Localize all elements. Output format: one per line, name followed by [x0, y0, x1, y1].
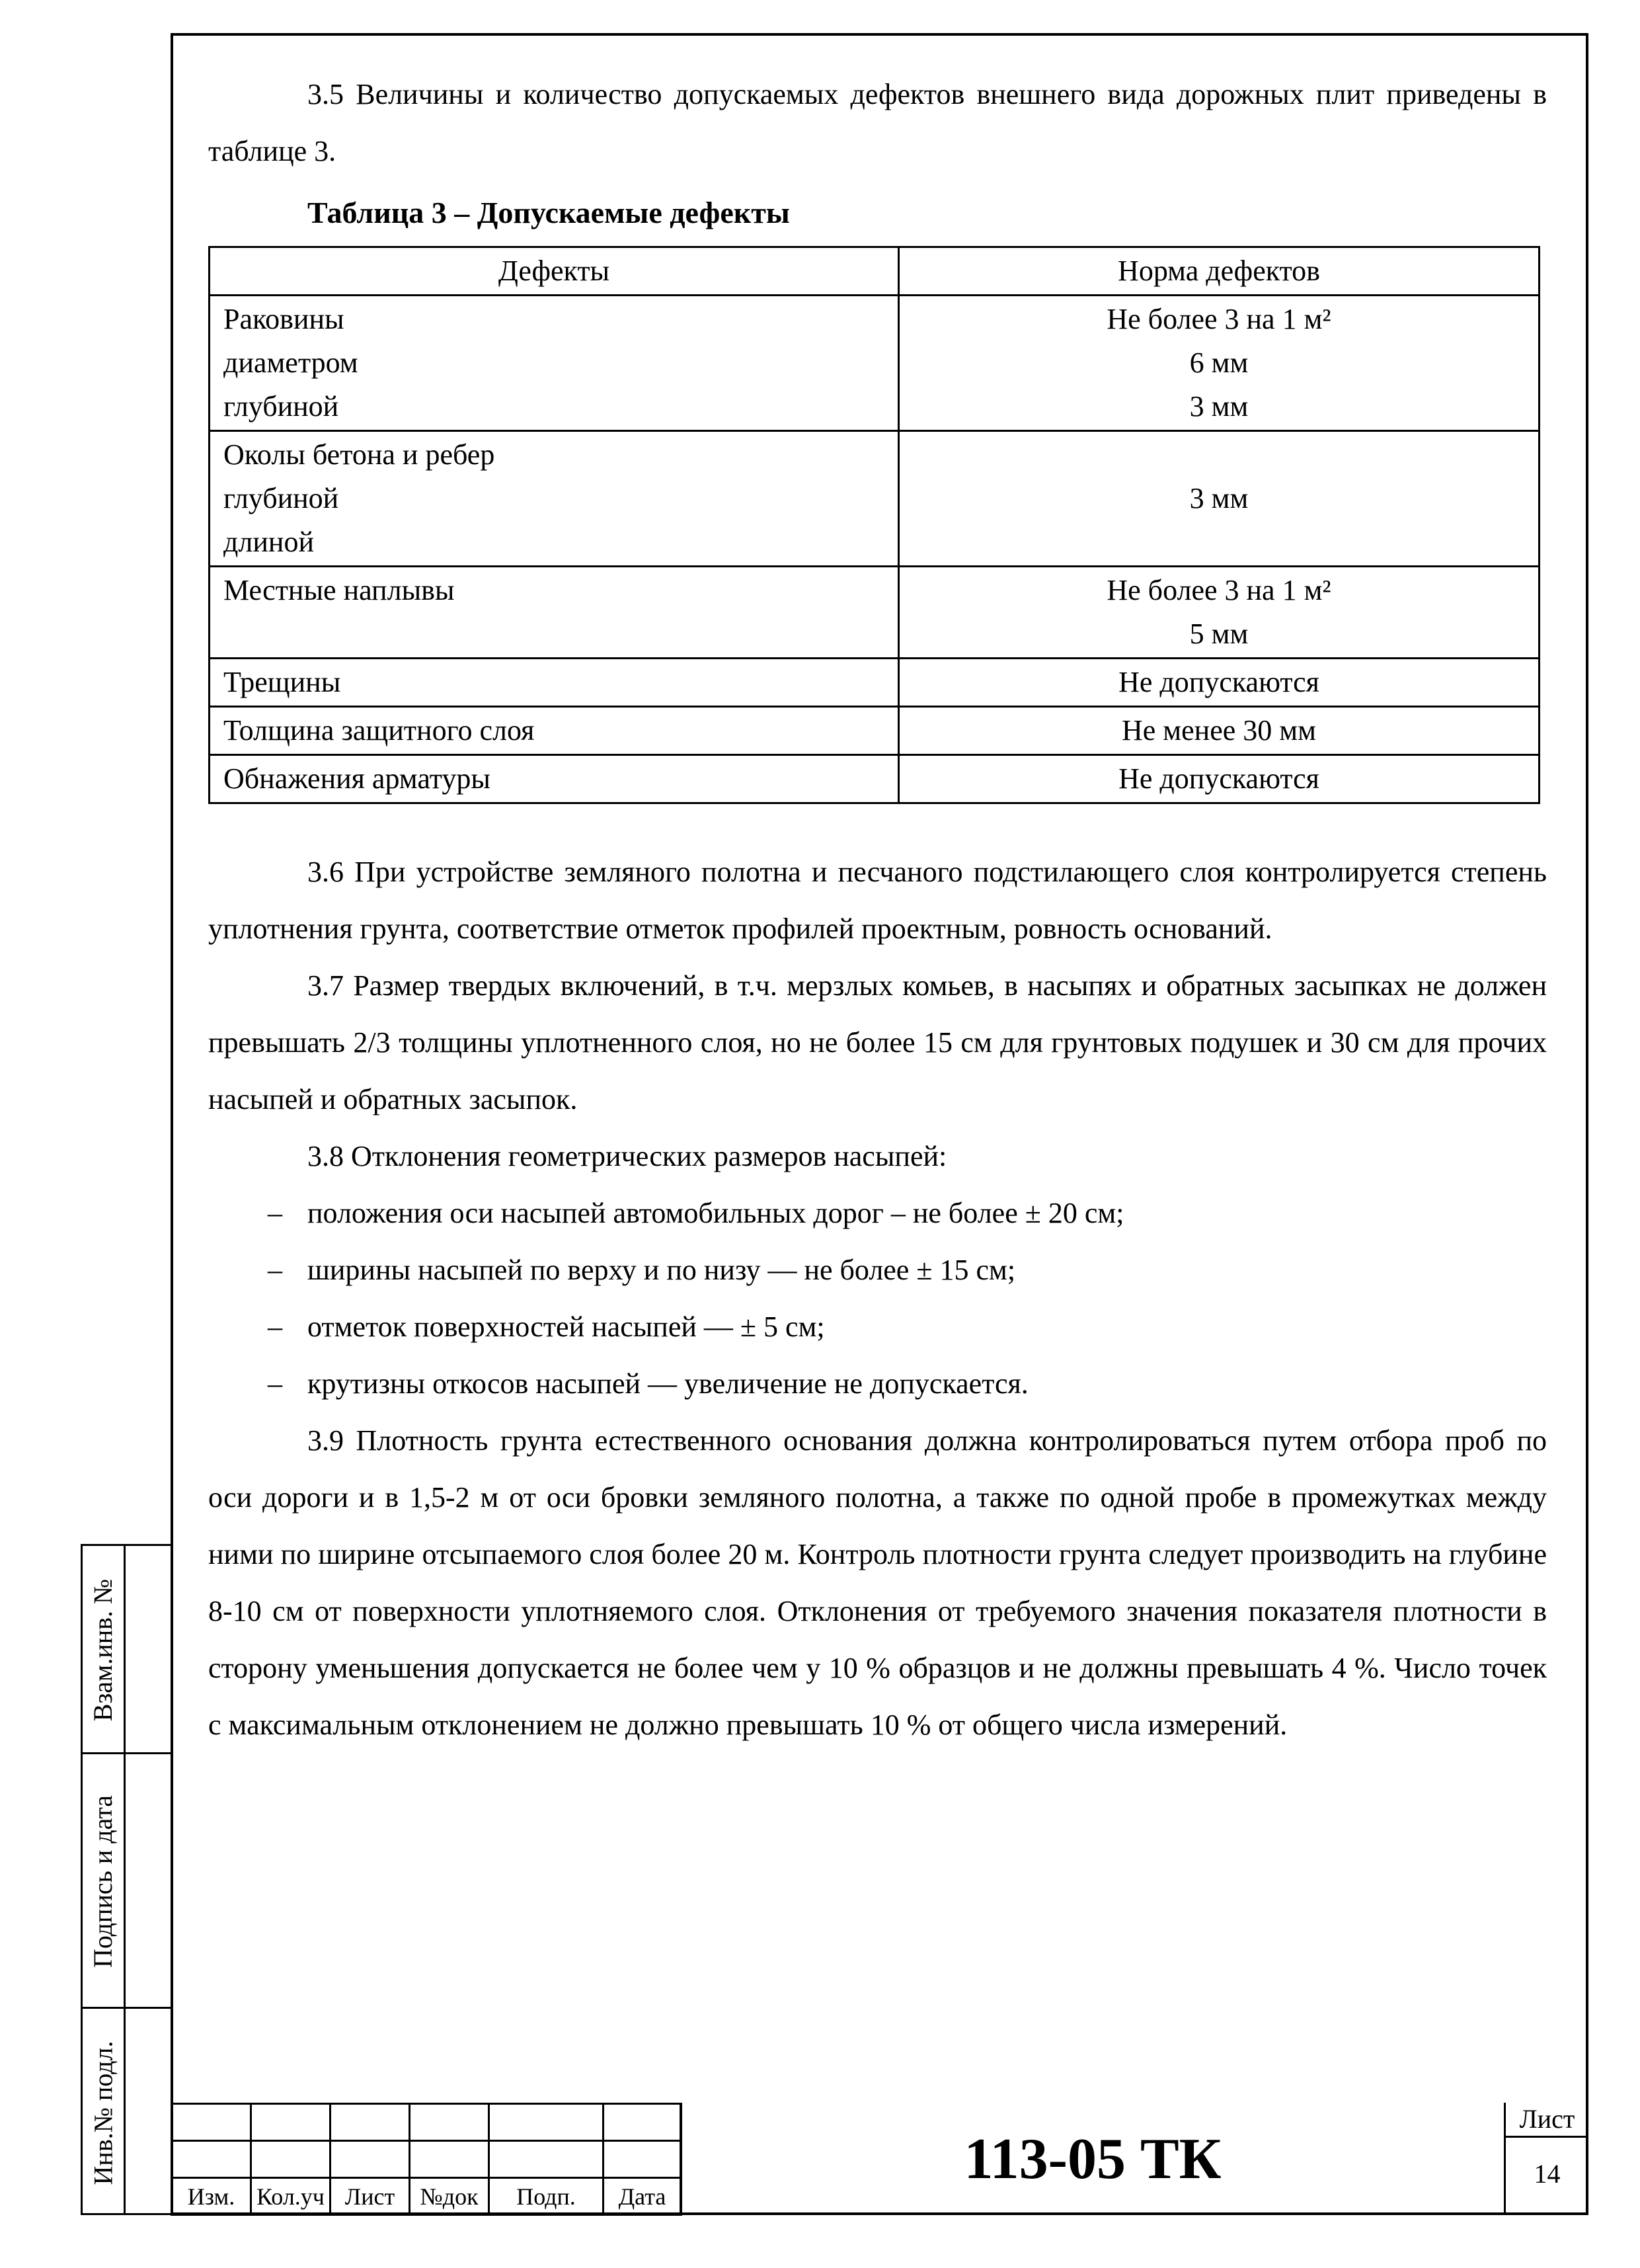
defect-cell	[210, 707, 899, 755]
paragraph-3-7: 3.7 Размер твердых включений, в т.ч. мерзлых комьев, в насыпях и обратных засыпках не должен превышать 2/3 толщины уплотненного слоя, но не более 15 см для грунтовых подушек и 30 см для прочих насыпей и обратных засыпок.	[208, 969, 1547, 1115]
revision-column-label: Лист	[331, 2178, 410, 2215]
paragraph-3-5: 3.5 Величины и количество допускаемых дефектов внешнего вида дорожных плит приведены в таблице 3.	[208, 78, 1547, 167]
norm-cell	[899, 659, 1540, 707]
paragraph-3-9: 3.9 Плотность грунта естественного основания должна контролироваться путем отбора проб по оси дороги и в 1,5-2 м от оси бровки земляного полотна, а также по одной пробе в промежутках между ними по ширине отсыпаемого слоя более 20 м. Контроль плотности грунта следует производить на глубине 8-10 см от поверхности уплотняемого слоя. Отклонения от требуемого значения показателя плотности в сторону уменьшения допускается не более чем у 10 % образцов и не должны превышать 4 %. Число точек с максимальным отклонением не должно превышать 10 % от общего числа измерений.	[208, 1424, 1547, 1741]
defect-line: Местные наплывы	[223, 574, 455, 606]
table-body	[210, 296, 1540, 803]
norm-cell	[899, 707, 1540, 755]
list-item: – ширины насыпей по верху и по низу — не более ± 15 см;	[208, 1242, 1547, 1299]
defect-cell	[210, 431, 899, 567]
sheet-box	[1504, 2103, 1588, 2215]
paragraph-3-6: 3.6 При устройстве земляного полотна и песчаного подстилающего слоя контролируется степень уплотнения грунта, соответствие отметок профилей проектным, ровность оснований.	[208, 856, 1547, 945]
norm-cell	[899, 755, 1540, 803]
norm-line: 5 мм	[1189, 618, 1249, 650]
table-header-norm: Норма дефектов	[899, 247, 1540, 296]
norm-cell	[899, 296, 1540, 431]
table-row	[210, 755, 1540, 803]
defect-cell	[210, 567, 899, 659]
norm-line: Не допускаются	[1118, 762, 1319, 795]
title-block	[171, 2103, 1588, 2215]
defect-line: глубиной	[223, 390, 339, 423]
deviation-list	[208, 1185, 1547, 1412]
list-item: – крутизны откосов насыпей — увеличение не допускается.	[208, 1356, 1547, 1412]
revision-labels-row	[172, 2178, 682, 2215]
defect-cell	[210, 659, 899, 707]
defect-line: длиной	[223, 526, 314, 558]
revision-column-label: Изм.	[172, 2178, 251, 2215]
defect-cell	[210, 755, 899, 803]
defect-line: Околы бетона и ребер	[223, 438, 495, 471]
defect-line: Обнажения арматуры	[223, 762, 490, 795]
revision-column-label: Подп.	[489, 2178, 604, 2215]
table-header-row	[210, 247, 1540, 296]
defect-line: диаметром	[223, 346, 358, 379]
norm-cell	[899, 431, 1540, 567]
sheet-label: Лист	[1506, 2103, 1588, 2138]
defect-line: Раковины	[223, 303, 344, 335]
norm-line: Не допускаются	[1118, 666, 1319, 698]
table-row	[210, 431, 1540, 567]
defect-line: Трещины	[223, 666, 341, 698]
table-row	[210, 707, 1540, 755]
norm-line: Не более 3 на 1 м²	[1107, 303, 1331, 335]
paragraph-3-8: 3.8 Отклонения геометрических размеров насыпей:	[307, 1140, 947, 1172]
binding-label-vzam: Взам.инв. №	[88, 1578, 118, 1722]
norm-line: Не более 3 на 1 м²	[1107, 574, 1331, 606]
binding-label-podpis: Подпись и дата	[88, 1795, 118, 1968]
table-row	[210, 567, 1540, 659]
binding-label-inv: Инв.№ подл.	[88, 2041, 118, 2185]
norm-line: 3 мм	[1189, 482, 1249, 514]
norm-line: 3 мм	[1189, 390, 1249, 423]
list-item: – отметок поверхностей насыпей — ± 5 см;	[208, 1299, 1547, 1356]
revision-column-label: Кол.уч	[251, 2178, 331, 2215]
revision-grid	[171, 2103, 682, 2216]
doc-code: 113-05 ТК	[964, 2126, 1222, 2191]
binding-strip	[81, 1544, 173, 2215]
page-content	[208, 66, 1547, 1754]
defect-cell	[210, 296, 899, 431]
norm-line: 6 мм	[1189, 346, 1249, 379]
norm-line: Не менее 30 мм	[1122, 714, 1316, 747]
norm-cell	[899, 567, 1540, 659]
table-header-defects: Дефекты	[210, 247, 899, 296]
defect-line: Толщина защитного слоя	[223, 714, 535, 747]
table-row	[210, 659, 1540, 707]
defects-table	[208, 246, 1540, 804]
table-row	[210, 296, 1540, 431]
revision-column-label: №док	[410, 2178, 489, 2215]
sheet-number: 14	[1534, 2159, 1561, 2189]
revision-column-label: Дата	[604, 2178, 682, 2215]
table-title: Таблица 3 – Допускаемые дефекты	[307, 196, 790, 229]
defect-line: глубиной	[223, 482, 339, 514]
list-item: – положения оси насыпей автомобильных дорог – не более ± 20 см;	[208, 1185, 1547, 1242]
